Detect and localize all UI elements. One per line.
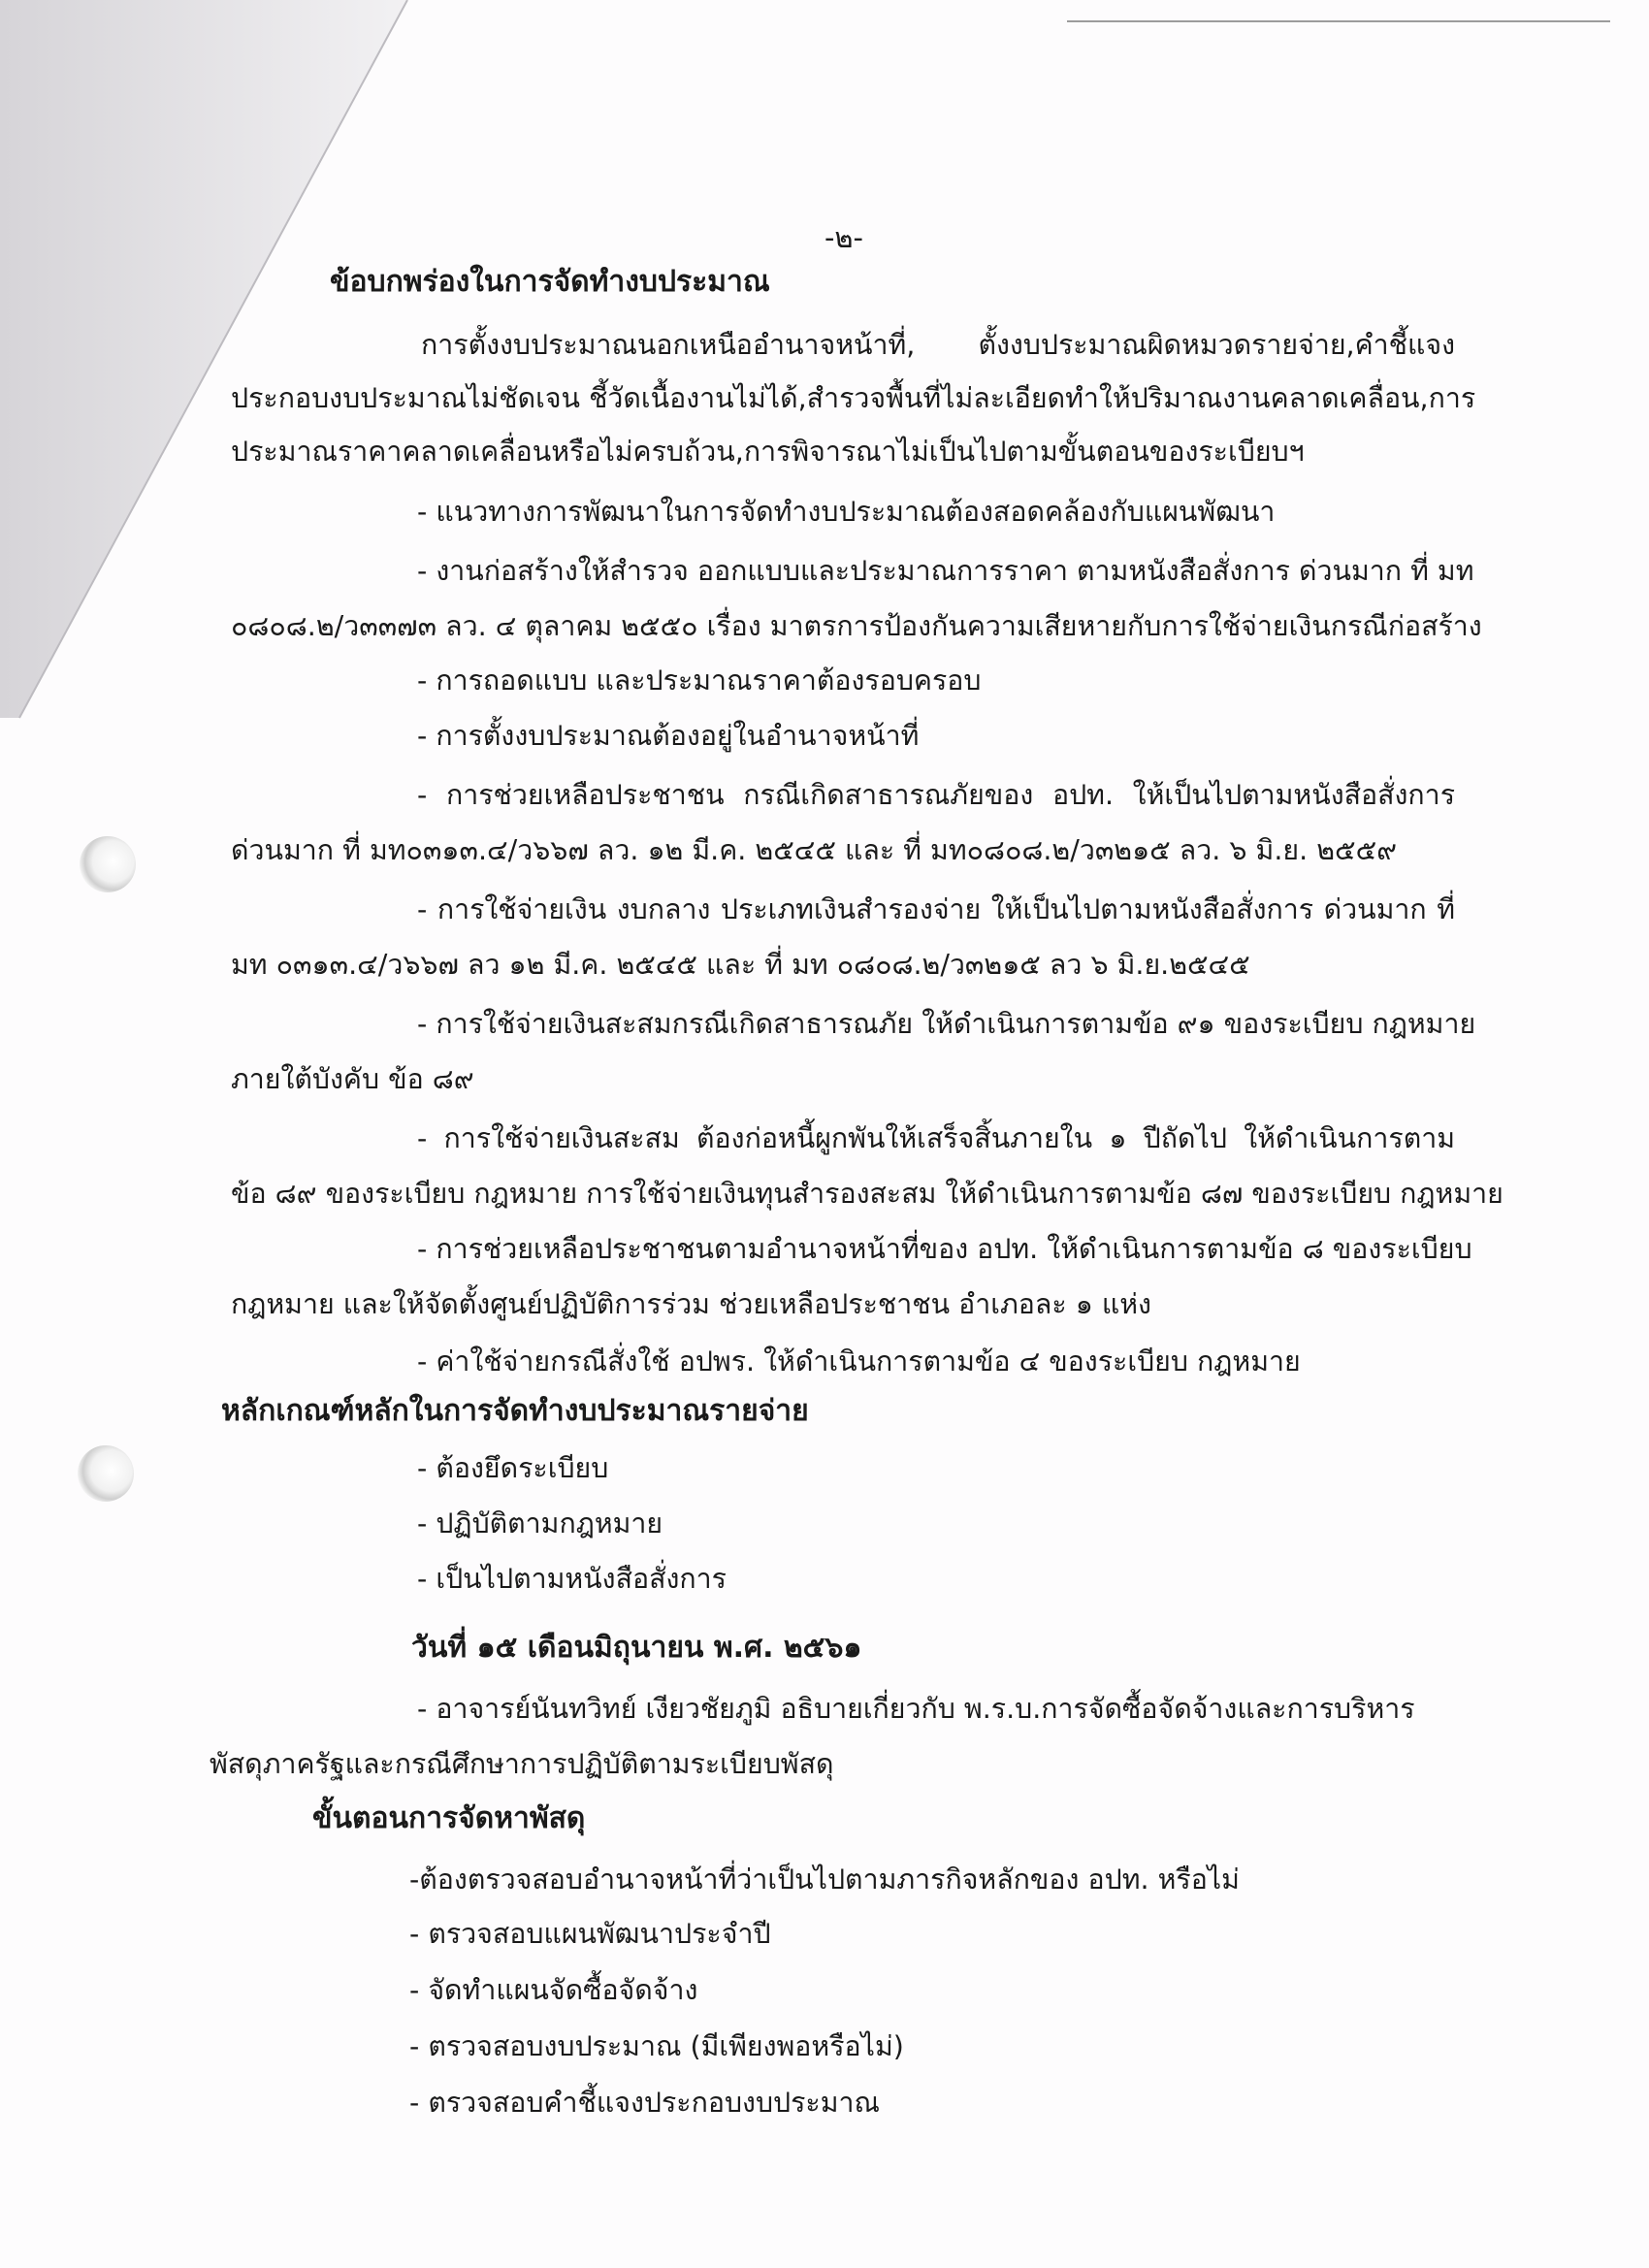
list-item: - เป็นไปตามหนังสือสั่งการ [417,1563,727,1595]
paragraph-line: การตั้งงบประมาณนอกเหนืออำนาจหน้าที่, ตั้งงบประมาณผิดหมวดรายจ่าย,คำชี้แจง [421,329,1455,361]
list-item: - จัดทำแผนจัดซื้อจัดจ้าง [409,1974,698,2006]
list-item: -ต้องตรวจสอบอำนาจหน้าที่ว่าเป็นไปตามภารกิจหลักของ อปท. หรือไม่ [409,1863,1240,1895]
section-heading-budget-flaws: ข้อบกพร่องในการจัดทำงบประมาณ [330,265,770,299]
list-item-continuation: ๐๘๐๘.๒/ว๓๓๗๓ ลว. ๔ ตุลาคม ๒๕๕๐ เรื่อง มาตรการป้องกันความเสียหายกับการใช้จ่ายเงินกรณีก่อสร้าง [231,610,1482,642]
list-item: - งานก่อสร้างให้สำรวจ ออกแบบและประมาณการราคา ตามหนังสือสั่งการ ด่วนมาก ที่ มท [417,555,1474,587]
list-item: - การถอดแบบ และประมาณราคาต้องรอบครอบ [417,664,982,697]
list-item: - ต้องยึดระเบียบ [417,1452,609,1484]
list-item: - ตรวจสอบงบประมาณ (มีเพียงพอหรือไม่) [409,2030,904,2062]
list-item: - ค่าใช้จ่ายกรณีสั่งใช้ อปพร. ให้ดำเนินการตามข้อ ๔ ของระเบียบ กฎหมาย [417,1345,1301,1377]
punch-hole-top [80,836,136,892]
list-item: - การใช้จ่ายเงินสะสมกรณีเกิดสาธารณภัย ให้ดำเนินการตามข้อ ๙๑ ของระเบียบ กฎหมาย [417,1008,1476,1040]
list-item: - การใช้จ่ายเงิน งบกลาง ประเภทเงินสำรองจ่าย ให้เป็นไปตามหนังสือสั่งการ ด่วนมาก ที่ [417,893,1455,925]
paragraph-line: - อาจารย์นันทวิทย์ เงียวชัยภูมิ อธิบายเกี่ยวกับ พ.ร.บ.การจัดซื้อจัดจ้างและการบริหาร [417,1693,1415,1725]
page-number: -๒- [824,221,864,254]
list-item-continuation: กฎหมาย และให้จัดตั้งศูนย์ปฏิบัติการร่วม ช่วยเหลือประชาชน อำเภอละ ๑ แห่ง [231,1288,1151,1320]
list-item-continuation: ด่วนมาก ที่ มท๐๓๑๓.๔/ว๖๖๗ ลว. ๑๒ มี.ค. ๒๕๔๕ และ ที่ มท๐๘๐๘.๒/ว๓๒๑๕ ลว. ๖ มิ.ย. ๒๕๕๙ [231,834,1398,866]
sub-heading-procurement-steps: ขั้นตอนการจัดหาพัสดุ [312,1801,586,1835]
list-item-continuation: มท ๐๓๑๓.๔/ว๖๖๗ ลว ๑๒ มี.ค. ๒๕๔๕ และ ที่ มท ๐๘๐๘.๒/ว๓๒๑๕ ลว ๖ มิ.ย.๒๕๔๕ [231,949,1250,981]
list-item: - ปฏิบัติตามกฎหมาย [417,1507,663,1539]
section-heading-budget-principles: หลักเกณฑ์หลักในการจัดทำงบประมาณรายจ่าย [221,1394,809,1428]
list-item: - ตรวจสอบแผนพัฒนาประจำปี [409,1918,771,1950]
list-item: - การช่วยเหลือประชาชน กรณีเกิดสาธารณภัยของ อปท. ให้เป็นไปตามหนังสือสั่งการ [417,779,1455,811]
paragraph-line: ประมาณราคาคลาดเคลื่อนหรือไม่ครบถ้วน,การพิจารณาไม่เป็นไปตามขั้นตอนของระเบียบฯ [231,436,1305,468]
list-item-continuation: ภายใต้บังคับ ข้อ ๘๙ [231,1063,474,1095]
list-item: - ตรวจสอบคำชี้แจงประกอบงบประมาณ [409,2087,880,2119]
list-item: - แนวทางการพัฒนาในการจัดทำงบประมาณต้องสอดคล้องกับแผนพัฒนา [417,496,1276,528]
paragraph-line: ประกอบงบประมาณไม่ชัดเจน ชี้วัดเนื้องานไม่ได้,สำรวจพื้นที่ไม่ละเอียดทำให้ปริมาณงานคลาดเคลื่อน,การ [231,382,1476,414]
list-item: - การใช้จ่ายเงินสะสม ต้องก่อหนี้ผูกพันให้เสร็จสิ้นภายใน ๑ ปีถัดไป ให้ดำเนินการตาม [417,1122,1455,1154]
date-heading: วันที่ ๑๕ เดือนมิถุนายน พ.ศ. ๒๕๖๑ [411,1631,862,1665]
list-item: - การตั้งงบประมาณต้องอยู่ในอำนาจหน้าที่ [417,720,920,752]
paragraph-line: พัสดุภาครัฐและกรณีศึกษาการปฏิบัติตามระเบียบพัสดุ [210,1748,834,1780]
punch-hole-bottom [78,1445,134,1502]
list-item-continuation: ข้อ ๘๙ ของระเบียบ กฎหมาย การใช้จ่ายเงินทุนสำรองสะสม ให้ดำเนินการตามข้อ ๘๗ ของระเบียบ กฎหมาย [231,1178,1504,1210]
list-item: - การช่วยเหลือประชาชนตามอำนาจหน้าที่ของ อปท. ให้ดำเนินการตามข้อ ๘ ของระเบียบ [417,1233,1472,1265]
